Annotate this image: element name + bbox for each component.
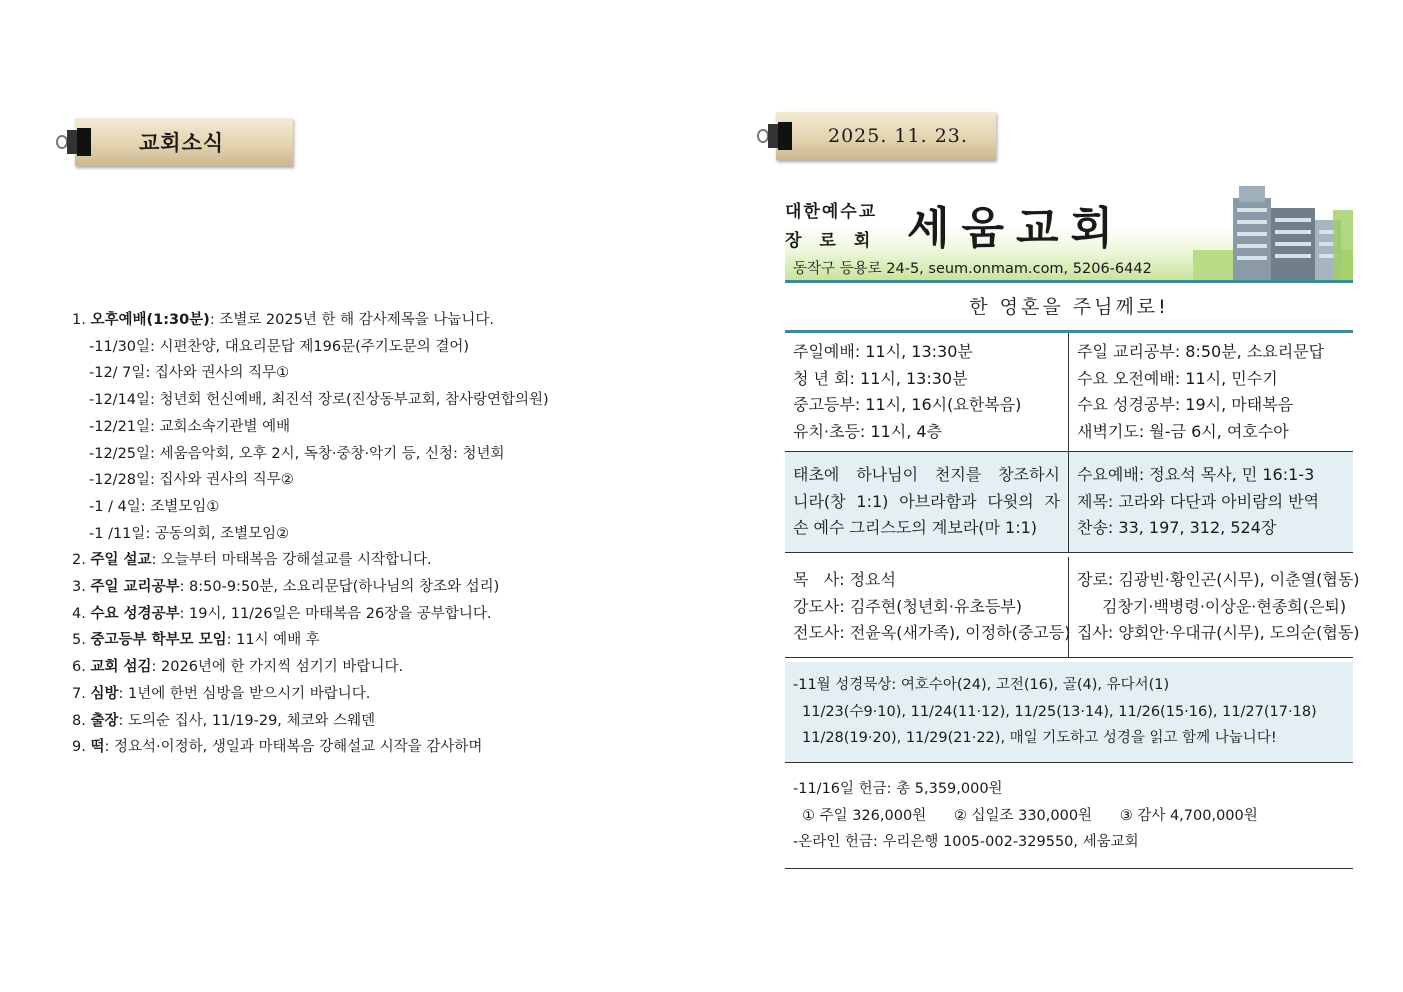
schedule-line: 주일 교리공부: 8:50분, 소요리문답: [1077, 342, 1325, 361]
bible-reading: [785, 662, 1353, 762]
church-address: 동작구 등용로 24-5, seum.onmam.com, 5206-6442: [793, 261, 1152, 277]
news-item: [72, 547, 692, 574]
offering-line: ① 주일 326,000원 ② 십일조 330,000원 ③ 감사 4,700,000원: [802, 807, 1258, 824]
item-number: 1.: [72, 312, 91, 328]
section-title-news: 교회소식: [139, 130, 225, 155]
item-label: 주일 교리공부: [90, 579, 180, 596]
offering: [785, 766, 1353, 868]
item-label: 수요 성경공부: [90, 605, 180, 622]
denomination: [785, 198, 888, 256]
wednesday-line: 수요예배: 정요석 목사, 민 16:1-3: [1077, 465, 1315, 484]
church-name: 세움교회: [907, 203, 1126, 254]
item-number: 5.: [72, 632, 91, 649]
item-text: : 오늘부터 마태복음 강해설교를 시작합니다.: [151, 552, 432, 569]
verse-row: [785, 452, 1353, 553]
item-number: 4.: [72, 605, 91, 622]
section-tag-news: [75, 118, 293, 166]
verse-line: 니라(창 1:1) 아브라함과 다윗의 자: [793, 491, 1060, 511]
verse-line: 태초에 하나님이 천지를 창조하시: [793, 465, 1060, 484]
item-label: 떡: [90, 739, 105, 756]
wednesday-line: 제목: 고라와 다단과 아비람의 반역: [1077, 491, 1320, 511]
news-item: [72, 654, 692, 681]
date-tag: [776, 112, 996, 160]
news-sub-item: -11/30일: 시편찬양, 대요리문답 제196문(주기도문의 결어): [89, 338, 470, 355]
item-number: 6.: [72, 659, 91, 676]
news-sub-item: -12/21일: 교회소속기관별 예배: [89, 418, 291, 435]
item-label: 오후예배(1:30분): [90, 312, 210, 328]
news-sub-item: -12/ 7일: 집사와 권사의 직무①: [89, 365, 290, 382]
offering-row: [785, 766, 1353, 869]
item-text: : 정요석·이정하, 생일과 마태복음 강해설교 시작을 감사하며: [104, 739, 483, 756]
schedule-right: [1069, 333, 1353, 451]
schedule-line: 중고등부: 11시, 16시(요한복음): [793, 395, 1022, 414]
news-sub-item: -1 /11일: 공동의회, 조별모임②: [89, 525, 290, 542]
staff-line: 장로: 김광빈·황인곤(시무), 이춘열(협동): [1077, 570, 1360, 589]
church-motto: 한 영혼을 주님께로!: [785, 284, 1353, 333]
church-building-icon: [1193, 180, 1353, 281]
schedule-line: 새벽기도: 월-금 6시, 여호수아: [1077, 421, 1289, 441]
news-item: [72, 574, 692, 601]
item-number: 7.: [72, 685, 91, 702]
reading-line: 11/23(수9·10), 11/24(11·12), 11/25(13·14), 11/26(15·16), 11/27(17·18): [802, 703, 1317, 720]
news-sub-item: -12/25일: 세움음악회, 오후 2시, 독창·중창·악기 등, 신청: 청년회: [89, 445, 505, 462]
item-text: : 도의순 집사, 11/19-29, 체코와 스웨덴: [118, 712, 376, 729]
item-text: : 1년에 한번 심방을 받으시기 바랍니다.: [118, 685, 371, 702]
staff-line: 김창기·백병령·이상운·현종희(은퇴): [1102, 596, 1347, 616]
reading-line: -11월 성경묵상: 여호수아(24), 고전(16), 골(4), 유다서(1): [793, 677, 1170, 693]
staff-row: [785, 557, 1360, 658]
item-label: 심방: [90, 685, 119, 702]
item-label: 주일 설교: [90, 552, 152, 569]
bulletin-date: 2025. 11. 23.: [828, 125, 968, 147]
staff-line: 목 사: 정요석: [793, 570, 897, 589]
news-sub-item: -1 / 4일: 조별모임①: [89, 498, 220, 515]
schedule-line: 청 년 회: 11시, 13:30분: [793, 368, 968, 388]
item-label: 교회 섬김: [90, 659, 152, 676]
schedule-line: 유치·초등: 11시, 4층: [793, 421, 943, 441]
news-item: [72, 708, 692, 735]
header-divider: [785, 280, 1353, 283]
staff-line: 전도사: 전윤옥(새가족), 이정하(중고등): [793, 623, 1071, 642]
item-number: 3.: [72, 579, 91, 596]
news-item-1: [72, 307, 692, 334]
schedule-row: [785, 333, 1353, 452]
item-number: 9.: [72, 739, 91, 756]
church-news-list: [72, 307, 692, 761]
church-header: [785, 180, 1353, 283]
bible-reading-row: [785, 662, 1353, 763]
item-number: 2.: [72, 552, 91, 569]
item-label: 출장: [90, 712, 119, 729]
offering-line: -온라인 헌금: 우리은행 1005-002-329550, 세움교회: [793, 834, 1139, 851]
binder-clip-icon: [53, 126, 95, 158]
reading-line: 11/28(19·20), 11/29(21·22), 매일 기도하고 성경을 읽고 함께 나눕니다!: [802, 730, 1277, 747]
denomination-line-1: 대한예수교: [785, 202, 878, 222]
schedule-line: 주일예배: 11시, 13:30분: [793, 342, 973, 361]
wednesday-line: 찬송: 33, 197, 312, 524장: [1077, 518, 1277, 537]
staff-line: 강도사: 김주현(청년회·유초등부): [793, 596, 1022, 616]
staff-line: 집사: 양회안·우대규(시무), 도의순(협동): [1077, 623, 1360, 642]
news-item: [72, 627, 692, 654]
news-sub-item: -12/14일: 청년회 헌신예배, 최진석 장로(진상동부교회, 참사랑연합의원): [89, 392, 549, 409]
verse-line: 손 예수 그리스도의 계보라(마 1:1): [793, 518, 1038, 537]
binder-clip-icon: [754, 120, 796, 152]
item-text: : 8:50-9:50분, 소요리문답(하나님의 창조와 섭리): [179, 579, 500, 596]
news-item: [72, 734, 692, 761]
offering-line: -11/16일 헌금: 총 5,359,000원: [793, 781, 1003, 797]
item-number: 8.: [72, 712, 91, 729]
news-item: [72, 601, 692, 628]
news-sub-item: -12/28일: 집사와 권사의 직무②: [89, 472, 294, 489]
schedule-left: [785, 333, 1069, 451]
item-label: 중고등부 학부모 모임: [90, 632, 227, 649]
schedule-line: 수요 오전예배: 11시, 민수기: [1077, 368, 1278, 388]
bible-verse: [785, 452, 1069, 552]
denomination-line-2: 장로회: [785, 231, 889, 251]
item-text: : 조별로 2025년 한 해 감사제목을 나눕니다.: [209, 312, 494, 328]
news-item: [72, 681, 692, 708]
item-text: : 11시 예배 후: [226, 632, 320, 649]
staff-left: [785, 557, 1069, 657]
wednesday-service: [1069, 452, 1353, 552]
schedule-line: 수요 성경공부: 19시, 마태복음: [1077, 395, 1294, 414]
staff-right: [1069, 557, 1360, 657]
item-text: : 19시, 11/26일은 마태복음 26장을 공부합니다.: [179, 605, 492, 622]
item-text: : 2026년에 한 가지씩 섬기기 바랍니다.: [151, 659, 404, 676]
